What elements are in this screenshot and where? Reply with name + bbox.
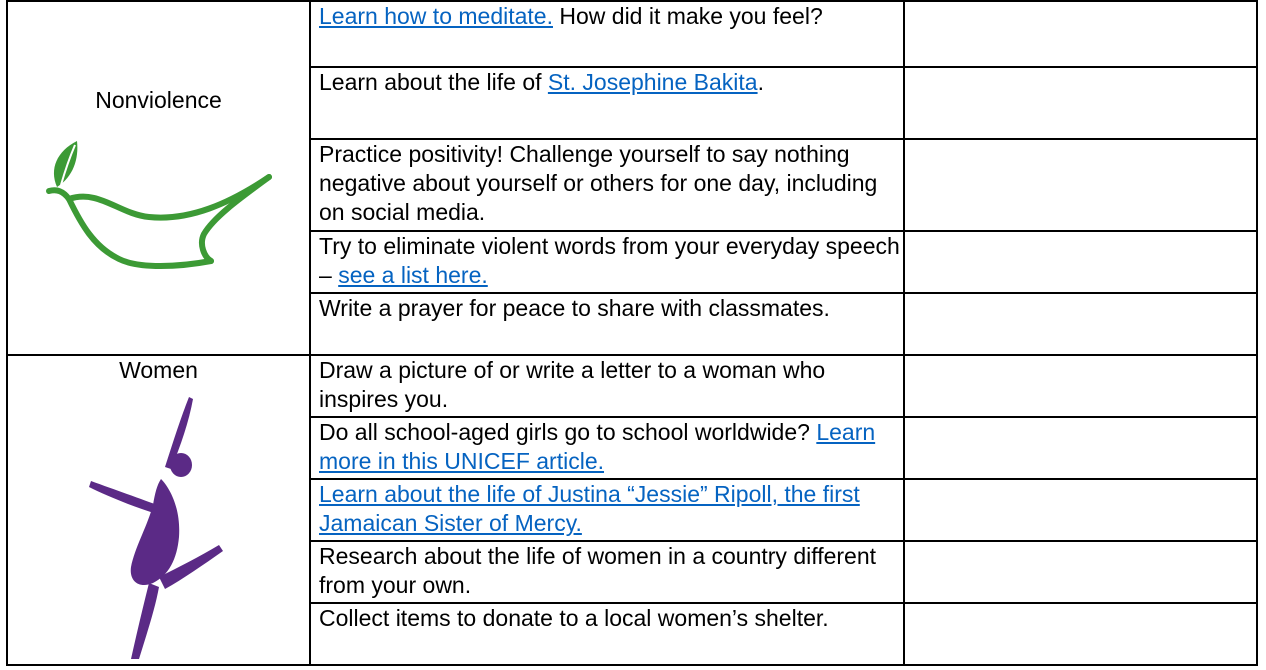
activity-link[interactable]: Learn how to meditate. (319, 3, 553, 29)
response-cell[interactable] (904, 293, 1257, 355)
theme-label: Nonviolence (95, 87, 222, 113)
theme-label: Women (119, 357, 198, 383)
activity-text: Practice positivity! Challenge yourself to say nothing negative about yourself or others for one day, including on social media. (319, 141, 878, 225)
activity-text: . (757, 69, 764, 95)
table-row (7, 1, 1257, 67)
activity-cell (310, 541, 904, 603)
response-cell[interactable] (904, 603, 1257, 665)
activity-text: Learn about the life of (319, 69, 548, 95)
response-cell[interactable] (904, 541, 1257, 603)
activity-text: Write a prayer for peace to share with classmates. (319, 295, 830, 321)
response-cell[interactable] (904, 139, 1257, 231)
activity-text: Draw a picture of or write a letter to a woman who inspires you. (319, 357, 826, 412)
activity-cell (310, 603, 904, 665)
activity-cell (310, 231, 904, 293)
response-cell[interactable] (904, 1, 1257, 67)
dove-with-leaf-icon (39, 129, 279, 279)
response-cell[interactable] (904, 231, 1257, 293)
theme-cell-nonviolence (7, 1, 310, 355)
activity-link[interactable]: Learn about the life of Justina “Jessie” Ripoll, the first Jamaican Sister of Mercy. (319, 481, 860, 536)
response-cell[interactable] (904, 67, 1257, 139)
response-cell[interactable] (904, 479, 1257, 541)
response-cell[interactable] (904, 355, 1257, 417)
activity-text: How did it make you feel? (552, 3, 823, 29)
activity-text: Research about the life of women in a country different from your own. (319, 543, 877, 598)
activities-table (6, 0, 1258, 666)
activity-link[interactable]: Learn more in this UNICEF article. (319, 419, 876, 474)
activity-cell (310, 293, 904, 355)
activity-text: Do all school-aged girls go to school worldwide? (319, 419, 817, 445)
activity-link[interactable]: St. Josephine Bakita (547, 69, 758, 95)
activity-cell (310, 1, 904, 67)
table-row (7, 355, 1257, 417)
activity-cell (310, 417, 904, 479)
activity-cell (310, 479, 904, 541)
activity-link[interactable]: see a list here. (338, 262, 488, 288)
theme-cell-women (7, 355, 310, 665)
response-cell[interactable] (904, 417, 1257, 479)
activity-cell (310, 355, 904, 417)
activity-text: Try to eliminate violent words from your everyday speech – (319, 233, 900, 288)
activity-cell (310, 139, 904, 231)
activity-text: Collect items to donate to a local women’s shelter. (319, 605, 829, 631)
dancing-woman-icon (69, 387, 249, 662)
activity-cell (310, 67, 904, 139)
